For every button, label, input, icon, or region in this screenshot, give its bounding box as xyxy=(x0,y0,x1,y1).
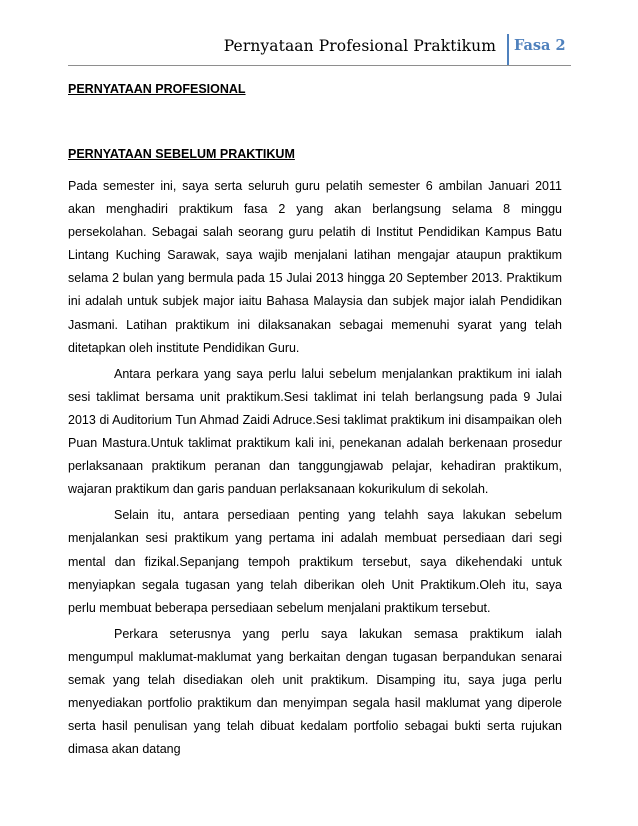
paragraph: Perkara seterusnya yang perlu saya lakukan semasa praktikum ialah mengumpul maklumat-maklumat yang berkaitan dengan tugasan berpandukan senarai semak yang telah disediakan oleh unit praktikum. Disamping itu, saya juga perlu menyediakan portfolio praktikum dan menyimpan segala hasil maklumat yang diperole serta hasil penulisan yang telah dibuat kedalam portfolio sebagai bukti serta rujukan dimasa akan datang xyxy=(68,626,562,757)
header-title: Pernyataan Profesional Praktikum xyxy=(223,37,496,55)
section-heading: PERNYATAAN SEBELUM PRAKTIKUM xyxy=(68,147,295,161)
header-separator xyxy=(507,34,509,66)
paragraph: Pada semester ini, saya serta seluruh guru pelatih semester 6 ambilan Januari 2011 akan menghadiri praktikum fasa 2 yang akan berlangsung selama 8 minggu persekolahan. Sebagai salah seorang guru pelatih di Institut Pendidikan Kampus Batu Lintang Kuching Sarawak, saya wajib menjalani latihan mengajar ataupun praktikum selama 2 bulan yang bermula pada 15 Julai 2013 hingga 20 September 2013. Praktikum ini adalah untuk subjek major iaitu Bahasa Malaysia dan subjek major ialah Pendidikan Jasmani. Latihan praktikum ini dilaksanakan sebagai memenuhi syarat yang telah ditetapkan oleh institute Pendidikan Guru. xyxy=(68,179,562,355)
header-rule xyxy=(68,65,571,66)
body-text xyxy=(68,175,562,764)
page-header xyxy=(68,34,571,70)
header-phase-label: Fasa 2 xyxy=(514,37,566,54)
paragraph: Selain itu, antara persediaan penting yang telahh saya lakukan sebelum menjalankan sesi praktikum yang pertama ini adalah membuat persediaan dari segi mental dan fizikal.Sepanjang tempoh praktikum tersebut, saya dikehendaki untuk menyiapkan segala tugasan yang telah diberikan oleh Unit Praktikum.Oleh itu, saya perlu membuat beberapa persediaan sebelum menjalani praktikum tersebut. xyxy=(68,508,562,615)
main-heading: PERNYATAAN PROFESIONAL xyxy=(68,82,246,96)
paragraph: Antara perkara yang saya perlu lalui sebelum menjalankan praktikum ini ialah sesi taklimat bersama unit praktikum.Sesi taklimat ini telah berlangsung pada 9 Julai 2013 di Auditorium Tun Ahmad Zaidi Adruce.Sesi taklimat praktikum ini disampaikan oleh Puan Mastura.Untuk taklimat praktikum kali ini, penekanan adalah berkenaan prosedur perlaksanaan praktikum peranan dan tanggungjawab pelajar, kehadiran praktikum, wajaran praktikum dan garis panduan perlaksanaan kokurikulum di sekolah. xyxy=(68,366,562,497)
